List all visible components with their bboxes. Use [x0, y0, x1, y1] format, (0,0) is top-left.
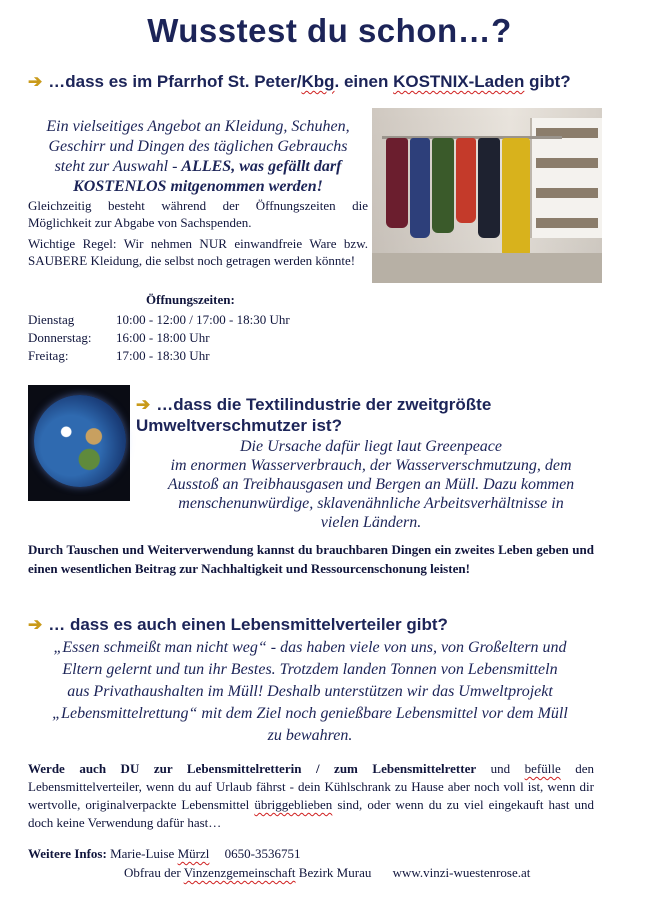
section3-quote: „Essen schmeißt man nicht weg“ - das haben viele von uns, von Großeltern und Eltern gelernt und tun ihr Bestes. Trotzdem landen Tonnen von Lebensmitteln aus Privathaushalten im Müll! Deshalb unterstützen wir das Umweltprojekt „Lebensmittelrettung“ mit dem Ziel noch genießbare Lebensmittel vor dem Müll zu bewahren.: [52, 639, 568, 744]
section3-cta: Werde auch DU zur Lebensmittelretterin / zum Lebensmittelretter und befülle den Lebensmittelverteiler, wenn du auf Urlaub fährst - dein Kühlschrank zu Hause aber noch voll ist, wenn dir wertvolle, originalverpackte Lebensmittel übriggeblieben sind, oder wenn du zu viel eingekauft hast und doch keine Verwendung dafür hast…: [28, 761, 595, 830]
arrow-right-icon: ➔: [28, 615, 43, 634]
store-photo: [372, 108, 602, 283]
section2-bold-para: Durch Tauschen und Weiterverwendung kannst du brauchbaren Dingen ein zweites Leben geben und einen wesentlichen Beitrag zur Nachhaltigkeit und Ressourcenschonung leisten!: [28, 542, 594, 576]
hours-row: Donnerstag: 16:00 - 18:00 Uhr: [28, 330, 210, 345]
arrow-right-icon: ➔: [28, 72, 43, 91]
earth-photo: [28, 385, 130, 501]
hours-row: Freitag: 17:00 - 18:30 Uhr: [28, 348, 210, 363]
footer-contact: Weitere Infos: Marie-Luise Mürzl 0650-3536751: [28, 846, 301, 861]
section1-para1: Gleichzeitig besteht während der Öffnungszeiten die Möglichkeit zur Abgabe von Sachspenden.: [28, 198, 368, 230]
section1-intro: Ein vielseitiges Angebot an Kleidung, Schuhen, Geschirr und Dingen des täglichen Gebrauchs steht zur Auswahl - ALLES, was gefällt darf KOSTENLOS mitgenommen werden!: [46, 118, 350, 195]
opening-hours: [28, 311, 290, 365]
hours-title: Öffnungszeiten:: [146, 292, 235, 307]
section2-heading: ➔ …dass die Textilindustrie der zweitgrößte Umweltverschmutzer ist?: [136, 395, 492, 435]
footer-org: Obfrau der Vinzenzgemeinschaft Bezirk Murau www.vinzi-wuestenrose.at: [124, 865, 531, 880]
section1-para2: Wichtige Regel: Wir nehmen NUR einwandfreie Ware bzw. SAUBERE Kleidung, die selbst noch getragen werden könnte!: [28, 236, 368, 268]
section1-heading: ➔ …dass es im Pfarrhof St. Peter/Kbg. einen KOSTNIX-Laden gibt?: [28, 72, 571, 91]
section2-quote: Die Ursache dafür liegt laut Greenpeace im enormen Wasserverbrauch, der Wasserverschmutzung, dem Ausstoß an Treibhausgasen und Bergen an Müll. Dazu kommen menschenunwürdige, sklavenähnliche Arbeitsverhältnisse in vielen Ländern.: [167, 438, 575, 531]
website-link[interactable]: www.vinzi-wuestenrose.at: [392, 865, 531, 880]
section3-heading: ➔ … dass es auch einen Lebensmittelverteiler gibt?: [28, 615, 448, 634]
page-title: Wusstest du schon…?: [147, 12, 512, 49]
arrow-right-icon: ➔: [136, 395, 151, 414]
hours-row: Dienstag 10:00 - 12:00 / 17:00 - 18:30 Uhr: [28, 312, 290, 327]
